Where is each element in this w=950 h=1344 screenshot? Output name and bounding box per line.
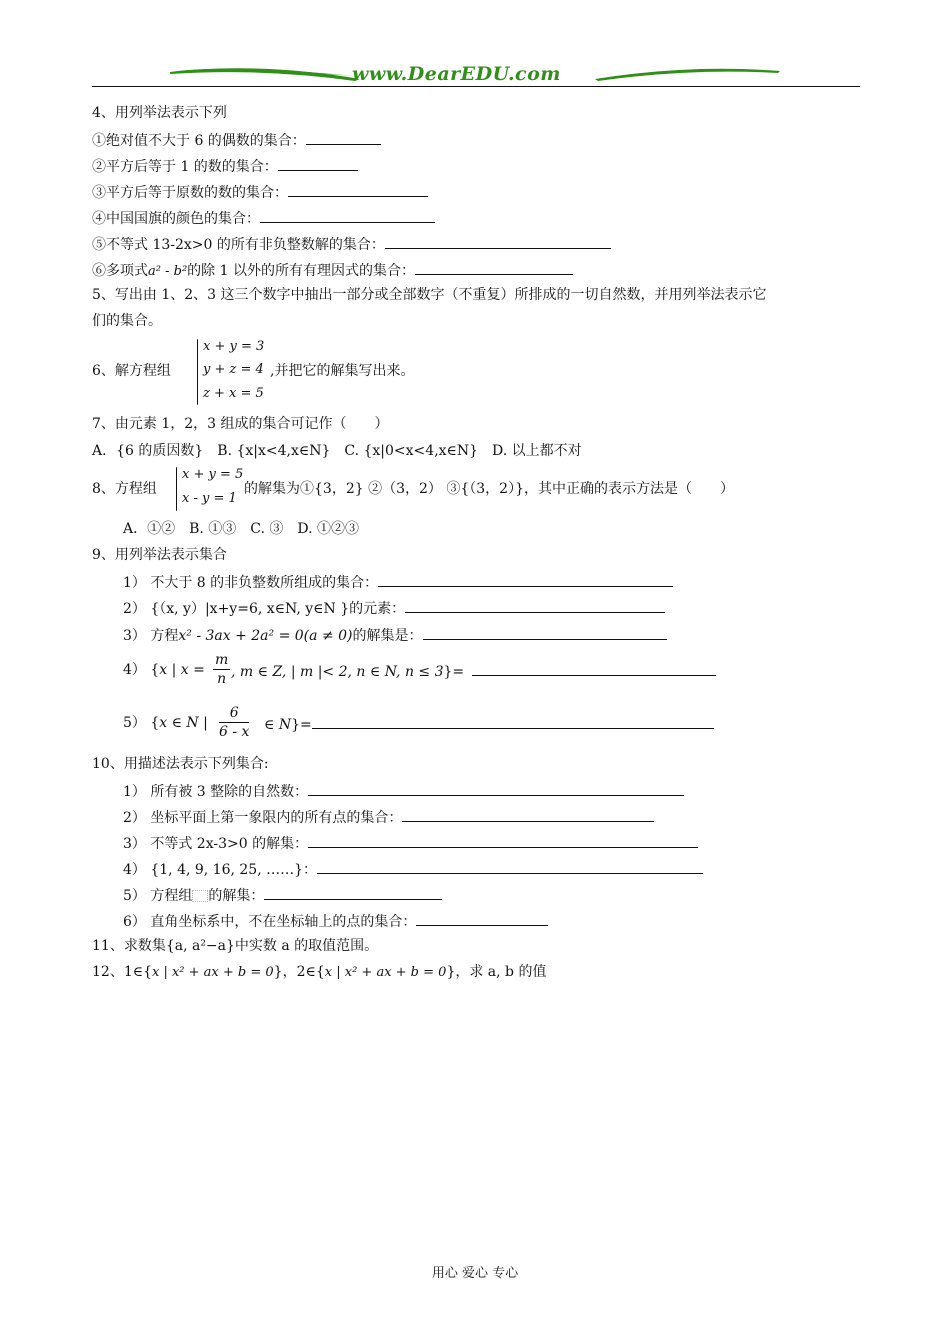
answer-blank[interactable] (402, 806, 654, 822)
q10-item-6: 6） 直角坐标系中，不在坐标轴上的点的集合： (123, 910, 548, 932)
q6-suffix: ,并把它的解集写出来。 (270, 363, 415, 379)
q9-item-5-fraction: $\frac{6}{6 - x}$ (219, 705, 250, 740)
q9-item-5-cond: ∈ N}= (264, 713, 714, 735)
q10-item-4: 4） {1, 4, 9, 16, 25, ……}： (123, 858, 703, 880)
answer-blank[interactable] (405, 597, 665, 613)
q9-item-4-cond: , m ∈ Z, | m |< 2, n ∈ N, n ≤ 3}= (231, 660, 716, 682)
q9-title: 9、用列举法表示集合 (92, 547, 227, 563)
q6-eq-2: y + z = 4 (203, 362, 264, 377)
q4-item-5: ⑤不等式 13-2x>0 的所有非负整数解的集合： (92, 233, 611, 255)
answer-blank[interactable] (312, 713, 714, 729)
q5-line-2: 们的集合。 (92, 313, 162, 329)
q4-title: 4、用列举法表示下列 (92, 105, 227, 121)
answer-blank[interactable] (416, 910, 548, 926)
q4-item-3: ③平方后等于原数的数的集合： (92, 181, 428, 203)
answer-blank[interactable] (260, 207, 435, 223)
q7-options: A．{6 的质因数} B. {x|x<4,x∈N} C. {x|0<x<4,x∈N} D. 以上都不对 (92, 443, 582, 459)
q10-item-5: 5） 方程组 的解集： (123, 884, 442, 906)
q6-eq-1: x + y = 3 (203, 339, 265, 354)
q8-eq-2: x - y = 1 (182, 491, 237, 506)
q10-title: 10、用描述法表示下列集合: (92, 756, 269, 772)
answer-blank[interactable] (306, 129, 381, 145)
answer-blank[interactable] (385, 233, 611, 249)
answer-blank[interactable] (278, 155, 358, 171)
equation-placeholder-icon (192, 890, 208, 902)
q4-item-6: ⑥多项式a² - b²的除 1 以外的所有有理因式的集合： (92, 259, 573, 282)
q9-item-5: 5） {x ∈ N | (123, 715, 208, 731)
answer-blank[interactable] (308, 780, 684, 796)
q7-stem: 7、由元素 1，2，3 组成的集合可记作（ ） (92, 416, 389, 432)
page-footer: 用心 爱心 专心 (431, 1266, 519, 1281)
q10-item-2: 2） 坐标平面上第一象限内的所有点的集合： (123, 806, 654, 828)
q6-brace (197, 339, 198, 405)
q9-item-3: 3） 方程x² - 3ax + 2a² = 0(a ≠ 0)的解集是： (123, 624, 667, 646)
q5-line-1: 5、写出由 1、2、3 这三个数字中抽出一部分或全部数字（不重复）所排成的一切自然数，并用列举法表示它 (92, 287, 767, 303)
q9-item-4-fraction: $\frac{m}{n}$ (215, 652, 229, 687)
header-rule (92, 86, 860, 87)
answer-blank[interactable] (378, 571, 673, 587)
answer-blank[interactable] (415, 259, 573, 275)
answer-blank[interactable] (264, 884, 442, 900)
q11: 11、求数集{a, a²−a}中实数 a 的取值范围。 (92, 938, 379, 954)
q4-item-1: ①绝对值不大于 6 的偶数的集合： (92, 129, 381, 151)
q4-item-4: ④中国国旗的颜色的集合： (92, 207, 435, 229)
q10-item-1: 1） 所有被 3 整除的自然数： (123, 780, 684, 802)
q8-brace (176, 467, 177, 511)
q8-prefix: 8、方程组 (92, 481, 157, 497)
header-logo-text: www.DearEDU.com (352, 63, 561, 85)
answer-blank[interactable] (423, 624, 667, 640)
q9-item-4: 4） {x | x = (123, 662, 205, 678)
q8-eq-1: x + y = 5 (182, 467, 244, 482)
answer-blank[interactable] (317, 858, 703, 874)
q9-item-2: 2） {（x, y）|x+y=6, x∈N, y∈N }的元素： (123, 597, 665, 619)
q9-item-1: 1） 不大于 8 的非负整数所组成的集合： (123, 571, 673, 593)
q10-item-3: 3） 不等式 2x-3>0 的解集： (123, 832, 698, 854)
answer-blank[interactable] (288, 181, 428, 197)
q9-equation: x² - 3ax + 2a² = 0(a ≠ 0) (178, 628, 353, 644)
polynomial: a² - b² (148, 264, 188, 279)
answer-blank[interactable] (472, 660, 716, 676)
q12: 12、1∈{x | x² + ax + b = 0}，2∈{x | x² + ax + b = 0}，求 a, b 的值 (92, 964, 547, 980)
q6-eq-3: z + x = 5 (203, 386, 264, 401)
q4-item-2: ②平方后等于 1 的数的集合： (92, 155, 358, 177)
q6-prefix: 6、解方程组 (92, 363, 171, 379)
q8-options: A．①② B. ①③ C. ③ D. ①②③ (123, 521, 360, 537)
answer-blank[interactable] (308, 832, 698, 848)
q8-suffix: 的解集为①{3，2} ②（3，2） ③{（3，2）}，其中正确的表示方法是（ ） (244, 481, 734, 497)
